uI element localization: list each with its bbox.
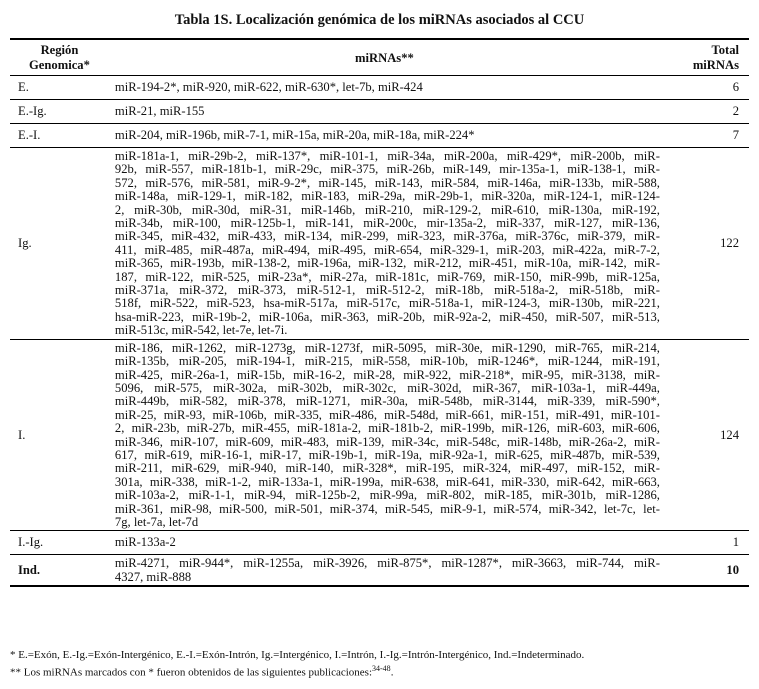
region-cell: E. [18,80,29,94]
mirna-line: miR-21, miR-155 [114,103,205,118]
table-title: Tabla 1S. Localización genómica de los miRNAs asociados al CCU [174,12,585,28]
footnote-sources-end: . [390,666,394,679]
mirna-line: miR-346, miR-107, miR-609, miR-483, miR-139, miR-34c, miR-548c, miR-148b, miR-26a-2, miR- [114,434,660,449]
footnote-sources [10,664,393,679]
table-row [10,339,749,531]
footnote-sources-ref: 34-48 [372,664,391,673]
mirna-line: 2, miR-30b, miR-30d, miR-31, miR-146b, miR-210, miR-129-2, miR-610, miR-130a, miR-192, [114,202,660,217]
total-cell: 122 [720,235,739,250]
region-cell: I. [18,427,26,442]
mirna-line: miR-425, miR-26a-1, miR-15b, miR-16-2, miR-28, miR-922, miR-218*, miR-95, miR-3138, miR- [114,367,660,382]
mirna-line: miR-133a-2 [114,535,176,550]
total-cell: 1 [732,535,739,550]
mirna-line: 5096, miR-575, miR-302a, miR-302b, miR-302c, miR-302d, miR-367, miR-103a-1, miR-449a, [114,380,660,395]
region-cell: I.-Ig. [18,535,44,550]
mirnas-cell [109,100,660,124]
header-total [660,39,749,76]
total-cell: 7 [732,128,739,142]
region-cell: E.-Ig. [18,104,47,118]
mirna-line: 92b, miR-557, miR-181b-1, miR-29c, miR-375, miR-26b, miR-149, mir-135a-1, miR-138-1, miR- [114,162,660,177]
mirna-line: miR-103a-2, miR-1-1, miR-94, miR-125b-2, miR-99a, miR-802, miR-185, miR-301b, miR-1286, [114,488,660,503]
mirna-line: miR-135b, miR-205, miR-194-1, miR-215, miR-558, miR-10b, miR-1246*, miR-1244, miR-191, [114,354,660,369]
footnote-sources-text: ** Los miRNAs marcados con * fueron obtenidos de las siguientes publicaciones: [10,666,373,679]
mirna-line: miR-449b, miR-582, miR-378, miR-1271, miR-30a, miR-548b, miR-3144, miR-339, miR-590*, [114,394,660,409]
mirna-line: miR-194-2*, miR-920, miR-622, miR-630*, let-7b, miR-424 [114,79,423,94]
mirna-line: miR-365, miR-193b, miR-138-2, miR-196a, miR-132, miR-212, miR-451, miR-10a, miR-142, miR- [114,256,660,271]
mirna-line: 301a, miR-338, miR-1-2, miR-133a-1, miR-199a, miR-638, miR-641, miR-330, miR-642, miR-663, [114,474,660,489]
mirna-line: 4327, miR-888 [114,569,192,584]
mirna-line: miR-34b, miR-100, miR-125b-1, miR-141, miR-200c, mir-135a-2, miR-337, miR-127, miR-136, [114,216,660,231]
mirna-table [10,38,749,587]
mirnas-cell [109,531,660,555]
mirna-line: 617, miR-619, miR-16-1, miR-17, miR-19b-1, miR-19a, miR-92a-1, miR-625, miR-487b, miR-539, [114,447,660,462]
region-cell: E.-I. [18,128,41,142]
region-cell: Ind. [18,562,41,577]
table-row [10,100,749,124]
mirna-line: miR-371a, miR-372, miR-373, miR-512-1, miR-512-2, miR-18b, miR-518a-2, miR-518b, miR- [114,283,660,298]
mirna-line: miR-181a-1, miR-29b-2, miR-137*, miR-101-1, miR-34a, miR-200a, miR-429*, miR-200b, miR- [114,149,660,163]
mirnas-cell [109,555,660,586]
table-row [10,124,749,148]
total-cell: 10 [726,562,739,577]
mirnas-cell [109,76,660,100]
mirna-line: miR-25, miR-93, miR-106b, miR-335, miR-486, miR-548d, miR-661, miR-151, miR-491, miR-101- [114,407,660,422]
header-region-line1: Región [40,43,79,57]
mirnas-cell [109,148,660,340]
mirna-line: miR-148a, miR-129-1, miR-182, miR-183, miR-29a, miR-29b-1, miR-320a, miR-124-1, miR-124- [114,189,660,204]
table-row [10,531,749,555]
mirna-line: 7g, let-7a, let-7d [114,514,199,529]
table-row [10,148,749,340]
mirna-line: miR-513c, miR-542, let-7e, let-7i. [114,323,288,338]
header-region-line2: Genomica* [29,58,90,72]
region-cell: Ig. [18,235,32,250]
mirna-line: miR-4271, miR-944*, miR-1255a, miR-3926, miR-875*, miR-1287*, miR-3663, miR-744, miR- [114,556,660,571]
header-total-line2: miRNAs [692,58,739,72]
table-row [10,76,749,100]
mirna-line: miR-345, miR-432, miR-433, miR-134, miR-299, miR-323, miR-376a, miR-376c, miR-379, miR- [114,229,660,244]
mirna-line: 2, miR-23b, miR-27b, miR-455, miR-181a-2, miR-181b-2, miR-199b, miR-126, miR-603, miR-606, [114,421,660,436]
total-cell: 6 [732,80,739,94]
mirna-line: miR-211, miR-629, miR-940, miR-140, miR-328*, miR-195, miR-324, miR-497, miR-152, miR- [114,461,660,476]
mirna-line: miR-361, miR-98, miR-500, miR-501, miR-374, miR-545, miR-9-1, miR-574, miR-342, let-7c, let- [114,501,660,516]
footnote-abbreviations: * E.=Exón, E.-Ig.=Exón-Intergénico, E.-I.=Exón-Intrón, Ig.=Intergénico, I.=Intrón, I.-Ig.=Intrón-Intergénico, Ind.=Indeterminado. [10,649,585,661]
total-cell: 2 [732,104,739,118]
mirna-line: 518f, miR-522, miR-523, hsa-miR-517a, miR-517c, miR-518a-1, miR-124-3, miR-130b, miR-221, [114,296,660,311]
header-mirnas: miRNAs** [355,50,414,65]
table-row [10,555,749,586]
mirna-line: 572, miR-576, miR-581, miR-9-2*, miR-145, miR-143, miR-584, miR-146a, miR-133b, miR-588, [114,175,660,190]
header-total-line1: Total [711,43,739,57]
table-body [10,76,749,587]
mirna-line: 411, miR-485, miR-487a, miR-494, miR-495, miR-654, miR-329-1, miR-203, miR-422a, miR-7-2, [114,242,660,257]
mirna-line: hsa-miR-223, miR-19b-2, miR-106a, miR-363, miR-20b, miR-92a-2, miR-450, miR-507, miR-513, [114,309,660,324]
mirna-line: miR-204, miR-196b, miR-7-1, miR-15a, miR-20a, miR-18a, miR-224* [114,127,475,142]
mirnas-cell [109,124,660,148]
mirna-line: miR-186, miR-1262, miR-1273g, miR-1273f, miR-5095, miR-30e, miR-1290, miR-765, miR-214, [114,340,660,355]
header-region [10,39,109,76]
total-cell: 124 [720,427,739,442]
mirna-line: 187, miR-122, miR-525, miR-23a*, miR-27a, miR-181c, miR-769, miR-150, miR-99b, miR-125a, [114,269,660,284]
mirnas-cell [109,339,660,531]
table-header-row [10,39,749,76]
